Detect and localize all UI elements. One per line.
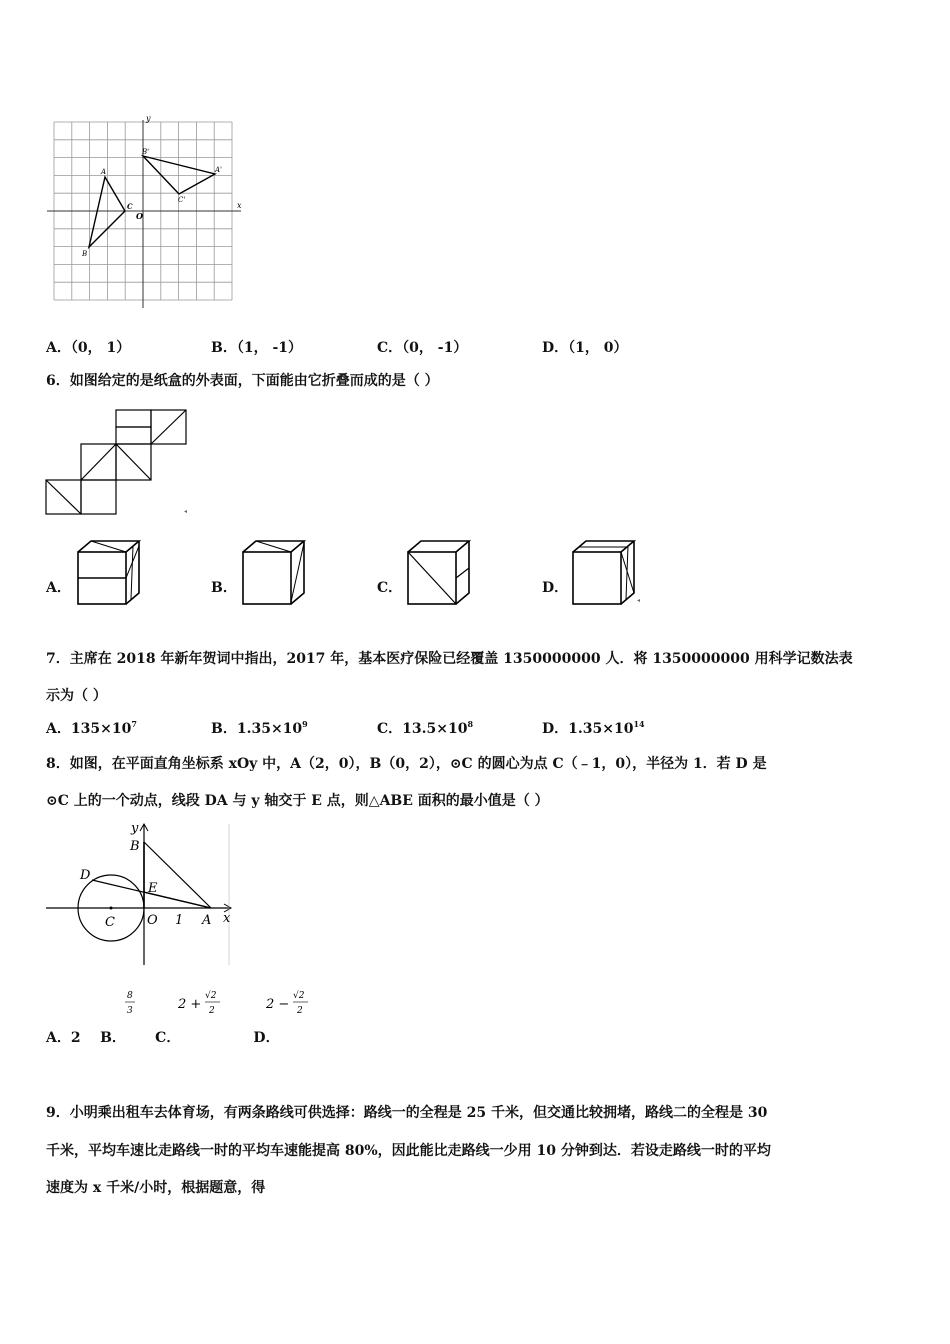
option-label: A． xyxy=(46,340,71,356)
q6-cube-a[interactable] xyxy=(76,538,146,608)
label-d: D xyxy=(80,868,91,883)
label-x: x xyxy=(223,911,231,926)
option-exponent: 14 xyxy=(633,719,645,729)
q8-fraction-b xyxy=(122,988,142,1022)
option-exponent: 7 xyxy=(131,719,137,729)
q5-option-b[interactable] xyxy=(211,337,302,357)
q5-option-c[interactable] xyxy=(377,337,467,357)
option-base: 1.35×10 xyxy=(236,721,303,737)
label-b-prime: B' xyxy=(142,148,150,156)
expression-integer: 2 − xyxy=(266,997,290,1012)
label-x: x xyxy=(237,201,242,210)
option-exponent: 9 xyxy=(302,719,308,729)
q5-option-d[interactable] xyxy=(542,337,628,357)
option-label: C． xyxy=(377,340,403,356)
fraction-denominator: 2 xyxy=(209,1006,215,1016)
option-exponent: 8 xyxy=(467,719,474,729)
q6-option-b-label[interactable]: B． xyxy=(211,580,237,596)
q6-option-c-label[interactable]: C． xyxy=(377,580,403,596)
q5-grid-figure xyxy=(45,112,245,312)
label-c: C xyxy=(105,915,115,930)
label-c-prime: C' xyxy=(178,196,186,204)
q7-option-c[interactable] xyxy=(377,718,473,738)
expression-integer: 2 + xyxy=(178,997,202,1012)
q8-options[interactable]: A．2 B． C． D． xyxy=(46,1030,280,1046)
fraction-numerator: √2 xyxy=(205,991,217,1001)
option-label: C． xyxy=(377,721,403,737)
q9-line3: 速度为 x 千米/小时，根据题意，得 xyxy=(46,1180,266,1196)
option-base: 1.35×10 xyxy=(568,721,634,737)
label-o: O xyxy=(136,211,143,221)
q6-stem: 6．如图给定的是纸盒的外表面，下面能由它折叠而成的是（ ） xyxy=(46,373,439,389)
option-label: B． xyxy=(211,721,237,737)
q8-fraction-d xyxy=(266,988,326,1022)
q7-option-d[interactable] xyxy=(542,718,645,738)
svg-text:◂: ◂ xyxy=(637,597,641,604)
q6-option-a-label[interactable]: A． xyxy=(46,580,71,596)
label-b: B xyxy=(82,250,88,258)
q6-net-figure xyxy=(46,410,196,520)
option-text: （1， 0） xyxy=(568,340,628,356)
q6-cube-d[interactable] xyxy=(571,538,646,608)
svg-text:◂: ◂ xyxy=(184,508,188,515)
q7-option-a[interactable] xyxy=(46,718,137,738)
q6-cube-c[interactable] xyxy=(406,538,476,608)
q6-cube-b[interactable] xyxy=(241,538,311,608)
option-label: D． xyxy=(542,340,569,356)
label-a: A xyxy=(202,913,212,928)
option-label: B． xyxy=(211,340,237,356)
option-text: （0， 1） xyxy=(70,340,131,356)
option-text: （0， -1） xyxy=(402,340,468,356)
fraction-denominator: 2 xyxy=(297,1006,303,1016)
q7-line2: 示为（ ） xyxy=(46,688,107,704)
label-c: C xyxy=(127,202,133,211)
segment-ba xyxy=(144,842,211,908)
q8-coordinate-figure xyxy=(44,820,244,970)
q9-line2: 千米，平均车速比走路线一时的平均车速能提高 80%，因此能比走路线一少用 10 分钟到达．若设走路线一时的平均 xyxy=(46,1143,771,1159)
option-label: D． xyxy=(542,721,569,737)
q5-option-a[interactable] xyxy=(46,337,130,357)
label-a-prime: A' xyxy=(215,166,222,174)
label-e: E xyxy=(148,881,158,896)
q7-option-b[interactable] xyxy=(211,718,308,738)
label-y: y xyxy=(131,821,139,836)
fraction-numerator: 8 xyxy=(127,991,133,1001)
option-base: 135×10 xyxy=(70,721,132,737)
option-text: （1， -1） xyxy=(236,340,303,356)
fraction-numerator: √2 xyxy=(293,991,305,1001)
label-y: y xyxy=(146,114,151,123)
q6-option-d-label[interactable]: D． xyxy=(542,580,569,596)
fraction-denominator: 3 xyxy=(127,1006,133,1016)
option-base: 13.5×10 xyxy=(402,721,468,737)
label-b: B xyxy=(130,839,140,854)
q9-line1: 9．小明乘出租车去体育场，有两条路线可供选择：路线一的全程是 25 千米，但交通比较拥堵，路线二的全程是 30 xyxy=(46,1105,768,1121)
q8-line2: ⊙C 上的一个动点，线段 DA 与 y 轴交于 E 点，则△ABE 面积的最小值是（ ） xyxy=(46,793,549,809)
q8-line1: 8．如图，在平面直角坐标系 xOy 中，A（2，0），B（0，2），⊙C 的圆心为点 C（﹣1，0），半径为 1．若 D 是 xyxy=(46,756,767,772)
label-one: 1 xyxy=(175,913,184,928)
label-a: A xyxy=(101,168,107,176)
q7-line1: 7．主席在 2018 年新年贺词中指出，2017 年，基本医疗保险已经覆盖 1350000000 人．将 1350000000 用科学记数法表 xyxy=(46,651,853,667)
q8-fraction-c xyxy=(178,988,238,1022)
label-o: O xyxy=(147,913,158,928)
option-label: A． xyxy=(46,721,71,737)
